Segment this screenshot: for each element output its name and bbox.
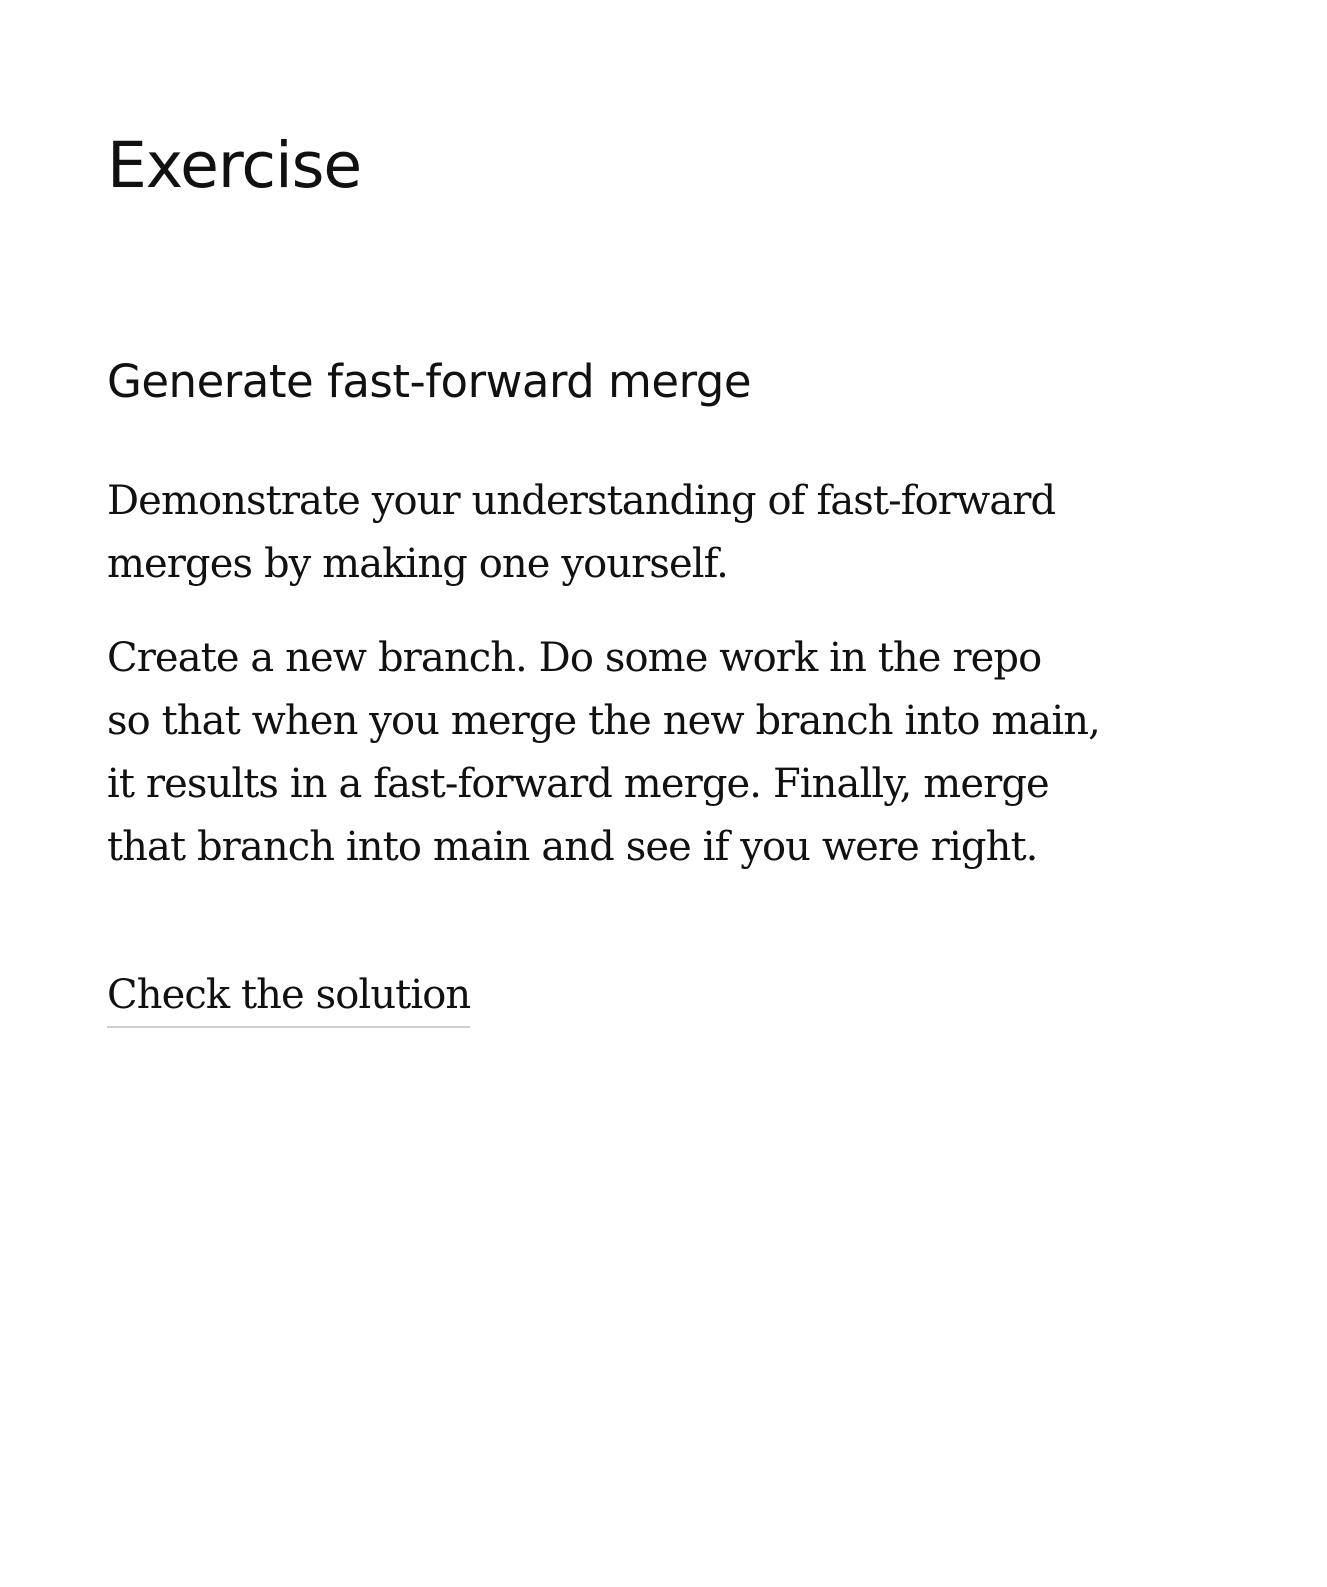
instructions-line: it results in a fast-forward merge. Finally, merge bbox=[107, 761, 1049, 807]
exercise-heading: Generate fast-forward merge bbox=[107, 355, 752, 408]
page-title: Exercise bbox=[107, 129, 362, 202]
description-line: merges by making one yourself. bbox=[107, 541, 728, 587]
check-solution-link[interactable]: Check the solution bbox=[107, 966, 470, 1028]
instructions-line: that branch into main and see if you were right. bbox=[107, 824, 1038, 870]
instructions-line: so that when you merge the new branch into main, bbox=[107, 698, 1100, 744]
exercise-description bbox=[107, 470, 1055, 596]
instructions-line: Create a new branch. Do some work in the repo bbox=[107, 635, 1042, 681]
exercise-instructions bbox=[107, 627, 1100, 879]
description-line: Demonstrate your understanding of fast-forward bbox=[107, 478, 1056, 524]
